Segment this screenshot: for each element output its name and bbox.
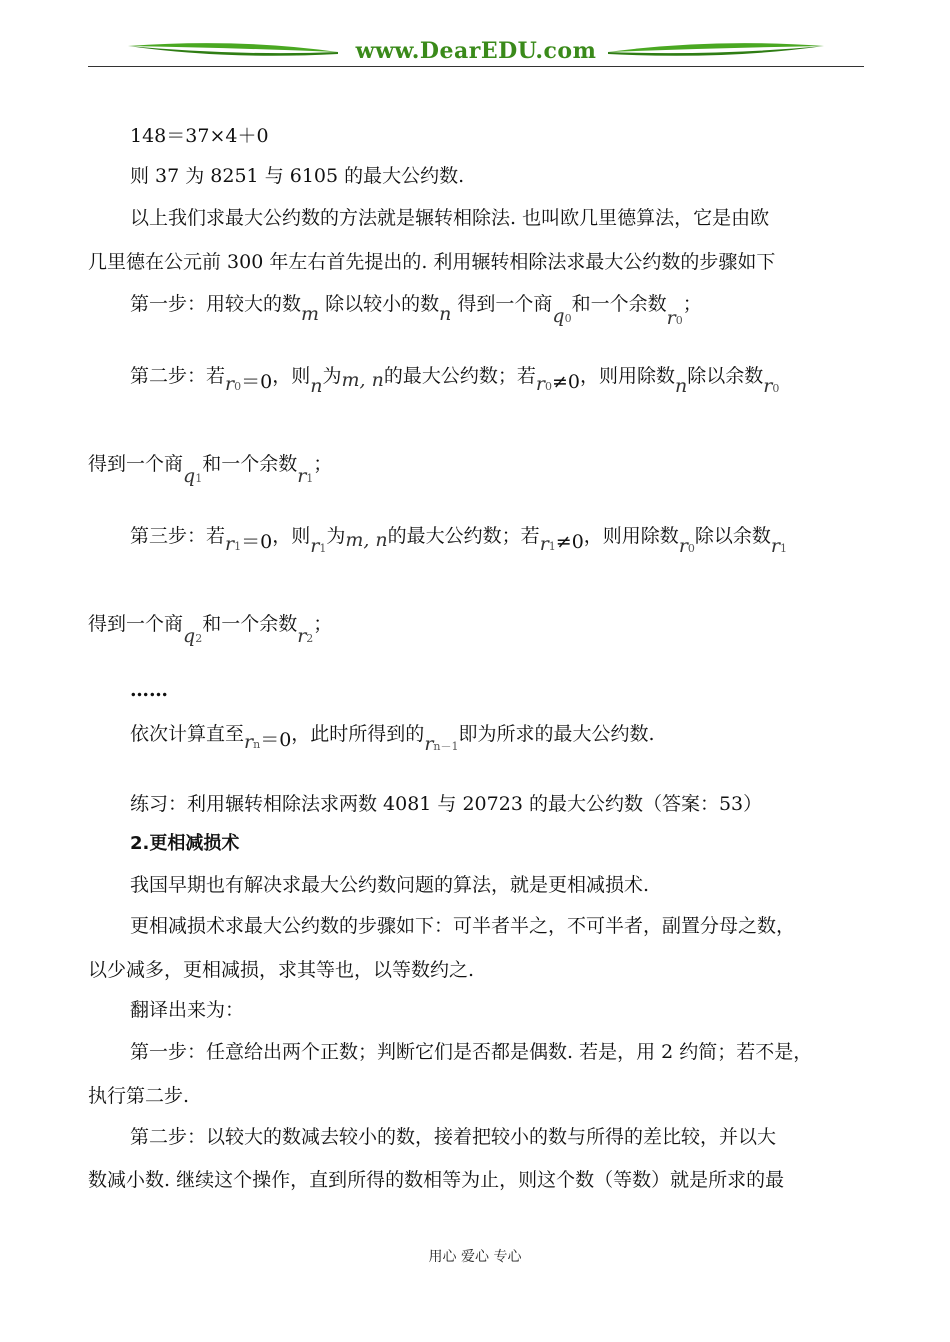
- text-run: 和一个余数: [202, 453, 298, 475]
- math-var-r1: [771, 535, 787, 557]
- math-subscript: 0: [544, 380, 552, 393]
- math-subscript: 0: [687, 542, 695, 555]
- math-r1-eq: [225, 533, 241, 555]
- math-var: r: [297, 465, 307, 487]
- math-subscript: 1: [306, 472, 314, 485]
- math-subscript: 0: [675, 314, 683, 327]
- math-subscript: 1: [195, 472, 203, 485]
- text-run: 的最大公约数；若: [387, 525, 540, 547]
- math-var-n: n: [439, 303, 452, 325]
- math-var: r: [763, 375, 773, 397]
- math-var-r0: [679, 535, 695, 557]
- step-one-line: [130, 292, 702, 329]
- text-line: 我国早期也有解决求最大公约数问题的算法，就是更相减损术.: [130, 874, 650, 896]
- text-run: ，则: [272, 525, 311, 547]
- math-var-r2: [297, 625, 313, 647]
- math-var-mn: m, n: [345, 529, 388, 551]
- text-run: 得到一个商: [457, 293, 553, 315]
- math-var-n: n: [674, 375, 688, 397]
- math-var: r: [678, 535, 688, 557]
- text-run: 除以余数: [687, 365, 764, 387]
- text-line: 第二步：以较大的数减去较小的数，接着把较小的数与所得的差比较，并以大: [130, 1126, 777, 1148]
- math-var: r: [539, 533, 549, 555]
- math-ne: ≠0: [551, 371, 580, 393]
- text-line: 翻译出来为：: [130, 999, 245, 1021]
- math-subscript: 2: [195, 632, 203, 645]
- math-var: r: [225, 533, 235, 555]
- text-line: 148＝37×4＋0: [130, 125, 269, 147]
- math-var-q0: [552, 305, 571, 327]
- math-var: q: [552, 305, 565, 327]
- ellipsis: ……: [130, 679, 168, 701]
- text-run: ；: [313, 613, 333, 635]
- math-ne: ≠0: [555, 531, 584, 553]
- math-subscript: 0: [564, 312, 572, 325]
- math-var-m: m: [301, 303, 320, 325]
- section-heading: 2.更相减损术: [130, 833, 240, 854]
- text-run: ，则用除数: [579, 365, 675, 387]
- math-r1-ne: [540, 533, 556, 555]
- math-var: q: [183, 625, 196, 647]
- text-run: 依次计算直至: [130, 723, 245, 745]
- text-run: 得到一个商: [88, 453, 184, 475]
- text-run: 和一个余数: [571, 293, 667, 315]
- page-header: [88, 30, 864, 70]
- math-var-r0: [667, 307, 683, 329]
- text-run: 第三步：若: [130, 525, 226, 547]
- text-run: ；: [682, 293, 702, 315]
- math-var-q1: [183, 465, 202, 487]
- text-line: 几里德在公元前 300 年左右首先提出的. 利用辗转相除法求最大公约数的步骤如下: [88, 251, 776, 273]
- math-var-q2: [183, 625, 202, 647]
- text-run: 为: [326, 525, 346, 547]
- math-eq: ＝0: [260, 729, 292, 751]
- text-run: 第一步：用较大的数: [130, 293, 302, 315]
- text-run: ；: [313, 453, 333, 475]
- text-run: 得到一个商: [88, 613, 184, 635]
- text-run: 为: [322, 365, 342, 387]
- math-var-r0: [763, 375, 779, 397]
- math-var-mn: m, n: [341, 369, 384, 391]
- math-var: r: [535, 373, 545, 395]
- math-r0-ne: [536, 373, 552, 395]
- text-run: ，此时所得到的: [291, 723, 425, 745]
- math-var-rn1: [424, 733, 458, 755]
- math-subscript: 0: [234, 380, 242, 393]
- exercise-line: 练习：利用辗转相除法求两数 4081 与 20723 的最大公约数（答案：53）: [130, 793, 763, 815]
- math-eq: ＝0: [241, 371, 273, 393]
- text-run: 和一个余数: [202, 613, 298, 635]
- text-line: 执行第二步.: [88, 1085, 190, 1107]
- step-three-cont-line: [88, 612, 333, 647]
- math-var-n: n: [310, 375, 323, 397]
- text-run: 除以较小的数: [325, 293, 440, 315]
- step-two-line: [130, 364, 780, 397]
- math-subscript: 2: [306, 632, 314, 645]
- math-var: r: [244, 731, 254, 753]
- text-run: ，则用除数: [583, 525, 679, 547]
- text-run: 的最大公约数；若: [383, 365, 536, 387]
- text-line: 更相减损术求最大公约数的步骤如下：可半者半之，不可半者，副置分母之数，: [130, 915, 796, 937]
- math-var: r: [424, 733, 434, 755]
- header-rule: [88, 66, 864, 67]
- math-var: r: [310, 535, 320, 557]
- text-line: 则 37 为 8251 与 6105 的最大公约数.: [130, 165, 465, 187]
- text-line: 第一步：任意给出两个正数；判断它们是否都是偶数. 若是，用 2 约简；若不是，: [130, 1041, 813, 1063]
- step-two-cont-line: [88, 452, 333, 487]
- math-subscript: 0: [772, 382, 780, 395]
- text-run: 第二步：若: [130, 365, 226, 387]
- math-var: r: [666, 307, 676, 329]
- step-three-line: [130, 524, 788, 557]
- page-footer: 用心 爱心 专心: [428, 1249, 522, 1265]
- text-line: 以少减多，更相减损，求其等也，以等数约之.: [88, 959, 475, 981]
- math-r0-eq: [225, 373, 241, 395]
- math-var: r: [297, 625, 307, 647]
- math-eq: ＝0: [241, 531, 273, 553]
- math-rn-eq: [244, 731, 260, 753]
- text-run: 除以余数: [694, 525, 771, 547]
- site-title[interactable]: www.DearEDU.com: [355, 38, 597, 64]
- math-subscript: n: [253, 738, 261, 751]
- math-var: r: [225, 373, 235, 395]
- math-subscript: 1: [319, 542, 327, 555]
- math-subscript: 1: [548, 540, 556, 553]
- text-run: ，则: [272, 365, 311, 387]
- math-subscript: n－1: [433, 740, 459, 753]
- math-subscript: 1: [234, 540, 242, 553]
- math-var: r: [770, 535, 781, 557]
- text-line: 以上我们求最大公约数的方法就是辗转相除法. 也叫欧几里德算法，它是由欧: [130, 207, 770, 229]
- math-var-r1: [297, 465, 313, 487]
- math-var-r1: [310, 535, 326, 557]
- math-subscript: 1: [780, 542, 788, 555]
- math-var: q: [183, 465, 196, 487]
- final-step-line: [130, 722, 655, 755]
- text-run: 即为所求的最大公约数.: [458, 723, 655, 745]
- text-line: 数减小数. 继续这个操作，直到所得的数相等为止，则这个数（等数）就是所求的最: [88, 1169, 785, 1191]
